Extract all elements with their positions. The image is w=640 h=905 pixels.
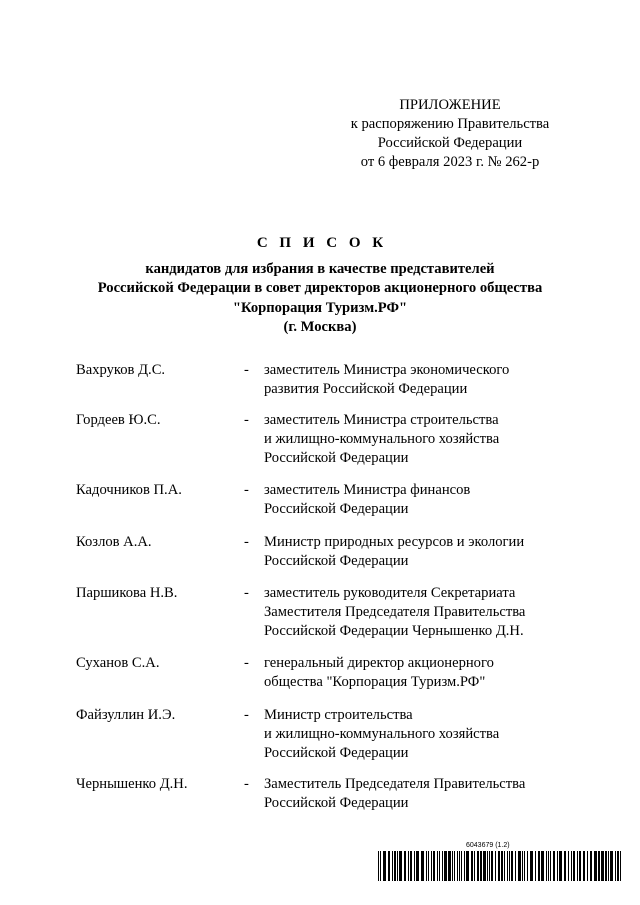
separator-dash: - xyxy=(244,482,249,498)
position-line: Министр строительства xyxy=(264,707,413,723)
appendix-line: к распоряжению Правительства xyxy=(350,116,550,132)
candidate-name: Суханов С.А. xyxy=(76,655,160,671)
candidate-name: Гордеев Ю.С. xyxy=(76,412,161,428)
candidate-name: Файзуллин И.Э. xyxy=(76,707,176,723)
title-line: кандидатов для избрания в качестве представителей xyxy=(145,261,495,277)
candidate-position xyxy=(264,411,564,468)
position-line: Российской Федерации xyxy=(264,795,409,811)
separator-dash: - xyxy=(244,585,249,601)
candidate-position xyxy=(264,654,564,692)
candidate-name: Паршикова Н.В. xyxy=(76,585,178,601)
candidate-position xyxy=(264,775,564,813)
candidate-name: Козлов А.А. xyxy=(76,534,152,550)
barcode-number: 6043679 (1.2) xyxy=(466,842,510,849)
candidate-position xyxy=(264,533,564,571)
separator-dash: - xyxy=(244,362,249,378)
candidate-position xyxy=(264,361,564,399)
position-line: развития Российской Федерации xyxy=(264,381,468,397)
position-line: и жилищно-коммунального хозяйства xyxy=(264,431,500,447)
position-line: генеральный директор акционерного xyxy=(264,655,494,671)
candidate-position xyxy=(264,706,564,763)
position-line: Российской Федерации xyxy=(264,745,409,761)
candidate-name: Кадочников П.А. xyxy=(76,482,182,498)
appendix-date: от 6 февраля 2023 г. № 262-р xyxy=(360,154,540,170)
separator-dash: - xyxy=(244,707,249,723)
appendix-line: Российской Федерации xyxy=(377,135,523,151)
position-line: Заместителя Председателя Правительства xyxy=(264,604,526,620)
appendix-header xyxy=(340,96,560,172)
appendix-title: ПРИЛОЖЕНИЕ xyxy=(399,97,501,113)
title-main: С П И С О К xyxy=(256,235,388,251)
title-line: (г. Москва) xyxy=(283,318,357,335)
position-line: заместитель Министра строительства xyxy=(264,412,499,428)
position-line: заместитель Министра экономического xyxy=(264,362,510,378)
title-line: "Корпорация Туризм.РФ" xyxy=(232,299,408,316)
document-title xyxy=(0,233,640,337)
position-line: Заместитель Председателя Правительства xyxy=(264,776,526,792)
candidate-name: Вахруков Д.С. xyxy=(76,362,166,378)
title-line: Российской Федерации в совет директоров акционерного общества xyxy=(97,280,543,297)
position-line: Российской Федерации xyxy=(264,450,409,466)
position-line: Российской Федерации xyxy=(264,501,409,517)
position-line: заместитель Министра финансов xyxy=(264,482,471,498)
position-line: и жилищно-коммунального хозяйства xyxy=(264,726,500,742)
position-line: общества "Корпорация Туризм.РФ" xyxy=(264,674,486,690)
position-line: Российской Федерации Чернышенко Д.Н. xyxy=(264,623,524,639)
separator-dash: - xyxy=(244,412,249,428)
separator-dash: - xyxy=(244,534,249,550)
separator-dash: - xyxy=(244,776,249,792)
candidate-name: Чернышенко Д.Н. xyxy=(76,776,188,792)
barcode-icon xyxy=(378,851,621,881)
position-line: заместитель руководителя Секретариата xyxy=(264,585,516,601)
candidate-position xyxy=(264,584,564,641)
candidate-position xyxy=(264,481,564,519)
position-line: Министр природных ресурсов и экологии xyxy=(264,534,525,550)
separator-dash: - xyxy=(244,655,249,671)
position-line: Российской Федерации xyxy=(264,553,409,569)
